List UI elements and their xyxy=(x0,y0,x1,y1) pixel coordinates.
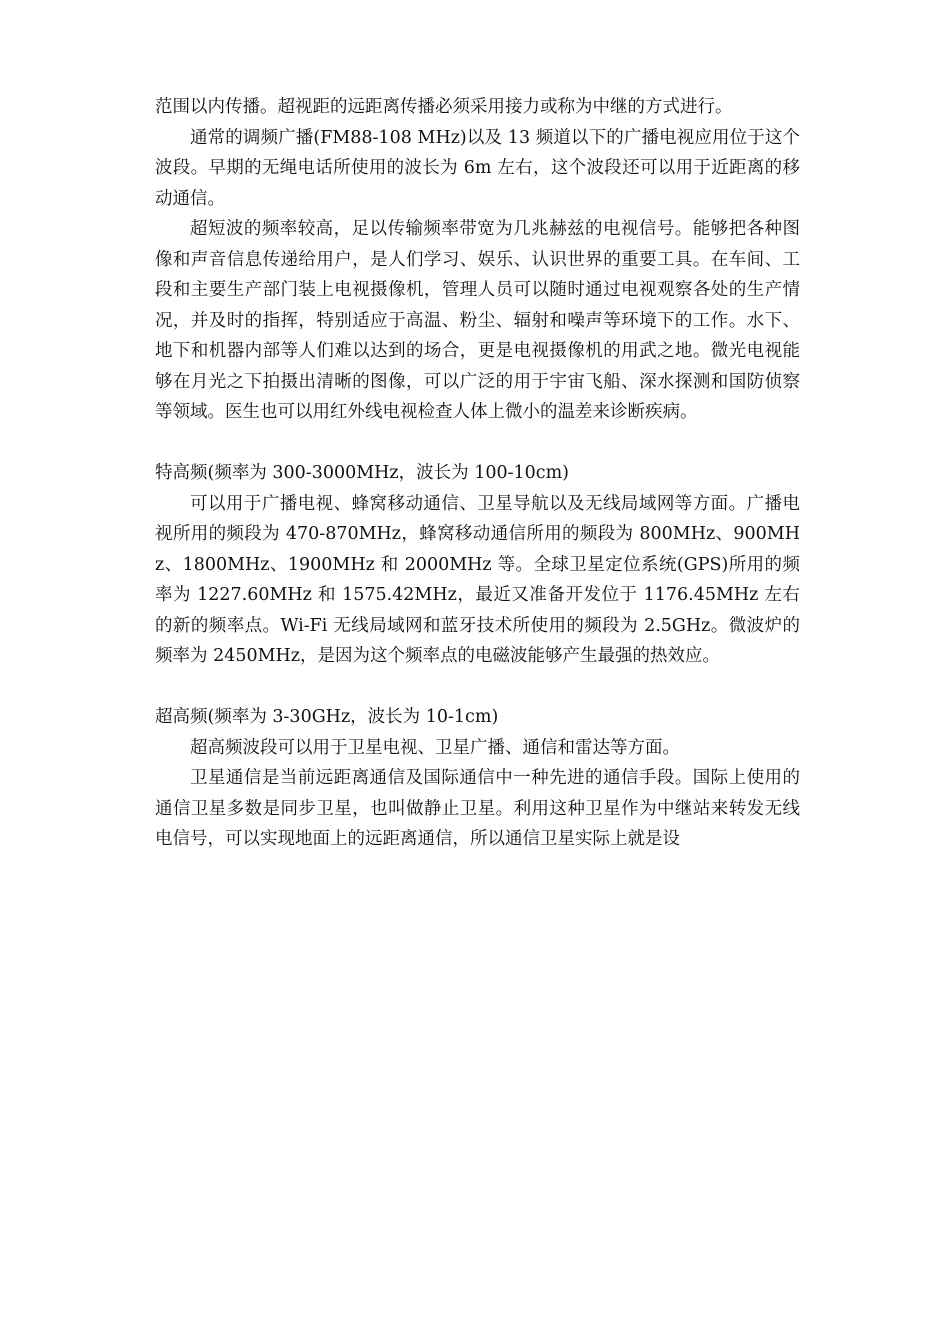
section-heading-uhf: 特高频(频率为 300-3000MHz，波长为 100-10cm) xyxy=(155,463,570,483)
section-heading-shf: 超高频(频率为 3-30GHz，波长为 10-1cm) xyxy=(155,707,499,727)
paragraph-uhf: 可以用于广播电视、蜂窝移动通信、卫星导航以及无线局域网等方面。广播电视所用的频段为 470-870MHz，蜂窝移动通信所用的频段为 800MHz、900MHz、1800MHz、1900MHz 和 2000MHz 等。全球卫星定位系统(GPS)所用的频率为 1227.60MHz 和 1575.42MHz，最近又准备开发位于 1176.45MHz 左右的新的频率点。Wi-Fi 无线局域网和蓝牙技术所使用的频段为 2.5GHz。微波炉的频率为 2450MHz，是因为这个频率点的电磁波能够产生最强的热效应。 xyxy=(155,493,800,666)
paragraph-shf-uses: 超高频波段可以用于卫星电视、卫星广播、通信和雷达等方面。 xyxy=(190,737,680,758)
section-spacer xyxy=(155,428,800,459)
paragraph-satellite-communication: 卫星通信是当前远距离通信及国际通信中一种先进的通信手段。国际上使用的通信卫星多数是同步卫星，也叫做静止卫星。利用这种卫星作为中继站来转发无线电信号，可以实现地面上的远距离通信，所以通信卫星实际上就是设 xyxy=(155,768,800,849)
paragraph-fm-broadcast: 通常的调频广播(FM88-108 MHz)以及 13 频道以下的广播电视应用位于这个波段。早期的无绳电话所使用的波长为 6m 左右，这个波段还可以用于近距离的移动通信。 xyxy=(155,127,800,209)
paragraph-continuation: 范围以内传播。超视距的远距离传播必须采用接力或称为中继的方式进行。 xyxy=(155,97,733,117)
paragraph-ultrashort-wave: 超短波的频率较高，足以传输频率带宽为几兆赫兹的电视信号。能够把各种图像和声音信息传递给用户，是人们学习、娱乐、认识世界的重要工具。在车间、工段和主要生产部门装上电视摄像机，管理人员可以随时通过电视观察各处的生产情况，并及时的指挥，特别适应于高温、粉尘、辐射和噪声等环境下的工作。水下、地下和机器内部等人们难以达到的场合，更是电视摄像机的用武之地。微光电视能够在月光之下拍摄出清晰的图像，可以广泛的用于宇宙飞船、深水探测和国防侦察等领域。医生也可以用红外线电视检查人体上微小的温差来诊断疾病。 xyxy=(155,219,800,422)
section-spacer xyxy=(155,672,800,703)
document-body xyxy=(155,92,800,855)
